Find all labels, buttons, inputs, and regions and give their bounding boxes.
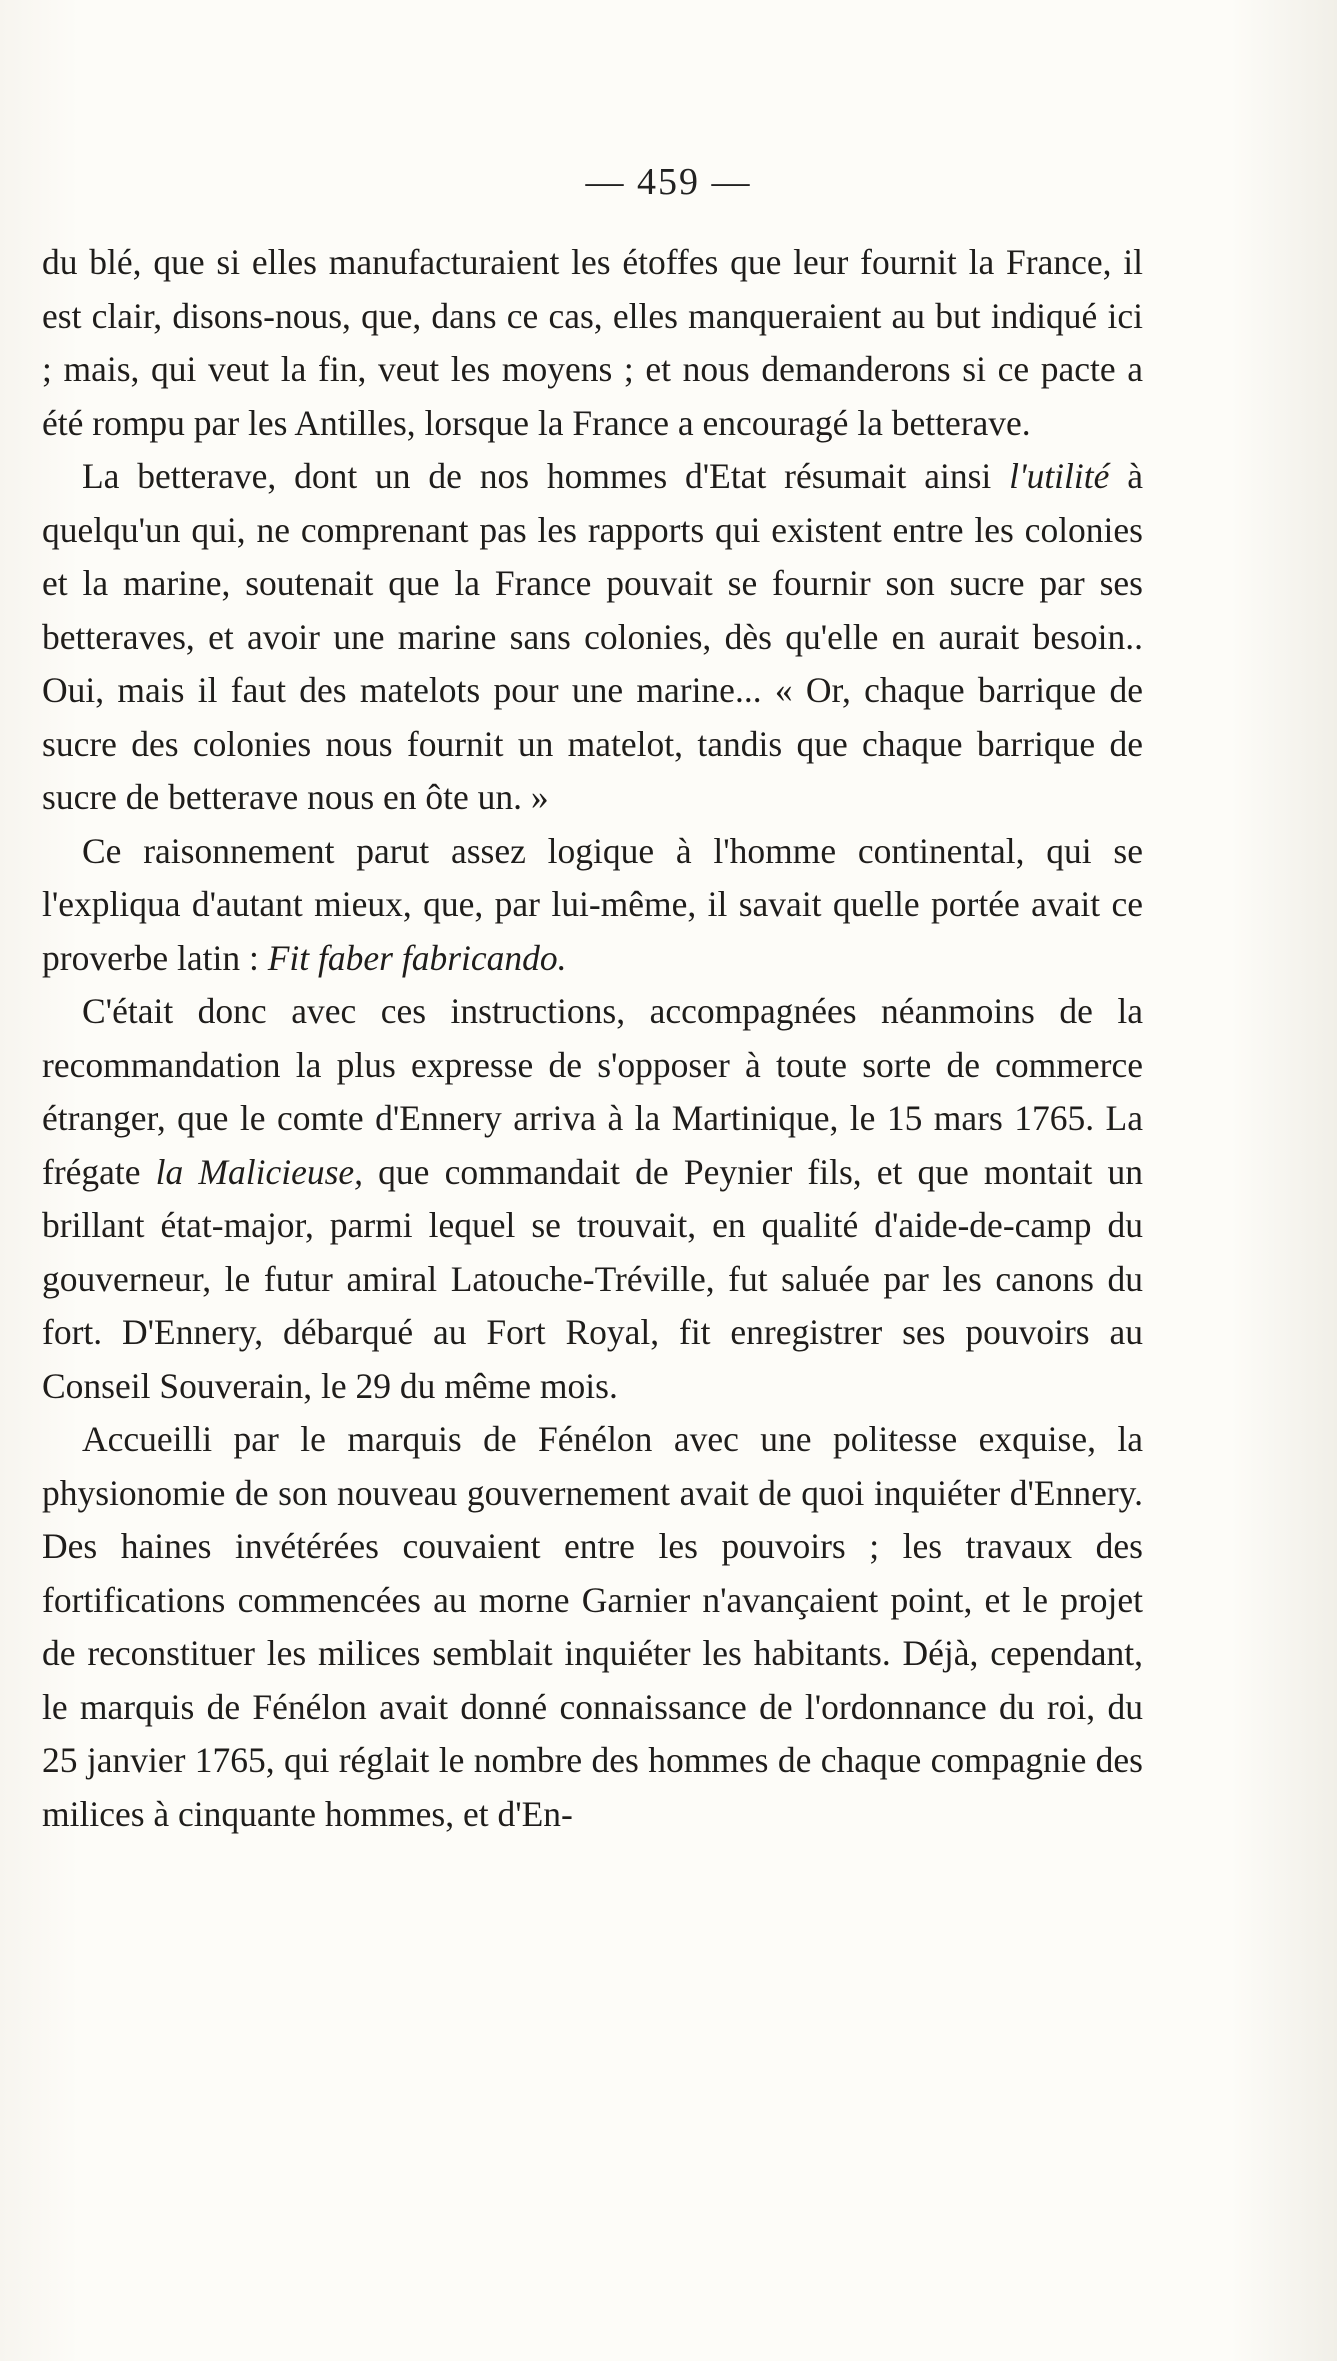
paragraph-4-italic: la Malicieuse, bbox=[155, 1151, 364, 1192]
paragraph-4-before: C'était donc avec ces instructions, accompagnées néanmoins de la recommandation la plus expresse de s'opposer à toute sorte de commerce étranger, que le comte d'Ennery arriva à la Martinique, le 15 mars 1765. La frégate bbox=[42, 991, 1143, 1192]
paragraph-5-text: Accueilli par le marquis de Fénélon avec une politesse exquise, la physionomie de son nouveau gouvernement avait de quoi inquiéter d'Ennery. Des haines invétérées couvaient entre les pouvoirs ; les travaux des fortifications commencées au morne Garnier n'avançaient point, et le projet de reconstituer les milices semblait inquiéter les habitants. Déjà, cependant, le marquis de Fénélon avait donné connaissance de l'ordonnance du roi, du 25 janvier 1765, qui réglait le nombre des hommes de chaque compagnie des milices à cinquante hommes, et d'En- bbox=[42, 1419, 1143, 1834]
paragraph-4 bbox=[42, 985, 1143, 1413]
paragraph-4-after: que commandait de Peynier fils, et que montait un brillant état-major, parmi lequel se trouvait, en qualité d'aide-de-camp du gouverneur, le futur amiral Latouche-Tréville, fut saluée par les canons du fort. D'Ennery, débarqué au Fort Royal, fit enregistrer ses pouvoirs au Conseil Souverain, le 29 du même mois. bbox=[42, 1151, 1144, 1406]
paragraph-5 bbox=[42, 1413, 1143, 1841]
paragraph-3-before: Ce raisonnement parut assez logique à l'homme continental, qui se l'expliqua d'autant mieux, que, par lui-même, il savait quelle portée avait ce proverbe latin : bbox=[42, 830, 1143, 978]
paragraph-2-italic: l'utilité bbox=[1009, 456, 1110, 496]
body-text bbox=[42, 236, 1143, 1841]
paragraph-1-text: du blé, que si elles manufacturaient les étoffes que leur fournit la France, il est clair, disons-nous, que, dans ce cas, elles manqueraient au but indiqué ici ; mais, qui veut la fin, veut les moyens ; et nous demanderons si ce pacte a été rompu par les Antilles, lorsque la France a encouragé la betterave. bbox=[42, 242, 1143, 443]
page-number: — 459 — bbox=[585, 161, 752, 203]
paragraph-2-after: à quelqu'un qui, ne comprenant pas les rapports qui existent entre les colonies et la marine, soutenait que la France pouvait se fournir son sucre par ses betteraves, et avoir une marine sans colonies, dès qu'elle en aurait besoin.. Oui, mais il faut des matelots pour une marine... « Or, chaque barrique de sucre des colonies nous fournit un matelot, tandis que chaque barrique de sucre de betterave nous en ôte un. » bbox=[42, 456, 1143, 817]
paragraph-3-italic: Fit faber fabricando. bbox=[267, 937, 567, 978]
paragraph-2-before: La betterave, dont un de nos hommes d'Etat résumait ainsi bbox=[82, 456, 1010, 496]
paragraph-3 bbox=[42, 825, 1143, 986]
paragraph-1 bbox=[42, 236, 1143, 450]
paragraph-2 bbox=[42, 450, 1143, 825]
